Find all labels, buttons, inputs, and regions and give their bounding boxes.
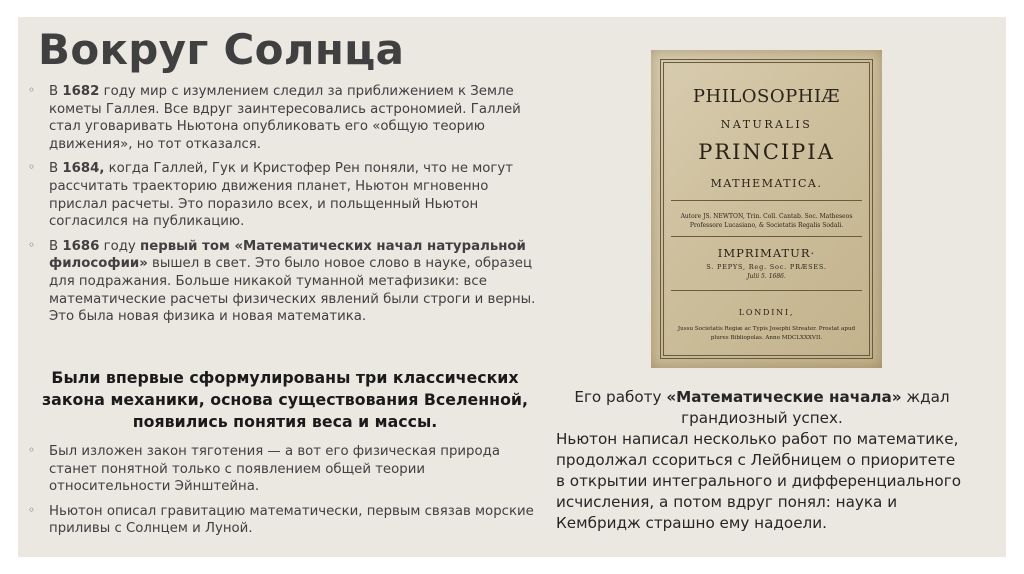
principia-success-line-2: грандиозный успех. — [681, 409, 843, 427]
page-border — [660, 59, 873, 359]
bullet-item: ◦ Был изложен закон тяготения — а вот его физическая природа станет понятной только с появлением общей теории относительности Эйнштейна. — [28, 443, 540, 496]
bullet-item: ◦ Ньютон описал гравитацию математически, первым связав морские приливы с Солнцем и Луной. — [28, 503, 540, 538]
year: 1684, — [62, 161, 105, 177]
book-line: Jussu Societatis Regiæ ac Typis Josephi Streater. Prostat apud — [677, 326, 856, 332]
book-line: S. PEPYS, Reg. Soc. PRÆSES. — [706, 263, 827, 271]
principia-success-line: Его работу «Математические начала» ждал — [574, 388, 950, 406]
bullet-item: ◦ В 1686 году первый том «Математических начал натуральной философии» вышел в свет. Это было новое слово в науке, образец для подражания. Больше никакой туманной метафизики: все математические расчеты физических явлений были строги и верны. Это была новая физика и новая математика. — [28, 238, 540, 326]
book-line: plures Bibliopolas. Anno MDCLXXXVII. — [710, 335, 823, 341]
bold-phrase: первый том «Математических начал натуральной философии» — [49, 238, 526, 272]
book-line: PRINCIPIA — [698, 140, 835, 164]
slide-title: Вокруг Солнца — [38, 25, 405, 74]
slide — [18, 17, 1006, 557]
year: 1686 — [62, 238, 100, 254]
book-line: LONDINI, — [738, 308, 795, 317]
bullet-list-2 — [28, 443, 540, 545]
rule-divider — [671, 236, 862, 237]
newton-paragraph: Ньютон написал несколько работ по математике, продолжал ссориться с Лейбницем о приоритете в открытии интегрального и дифференциального исчисления, а потом вдруг понял: наука и Кембридж страшно ему надоели. — [556, 430, 961, 532]
principia-title-page-image — [651, 50, 882, 368]
book-line: Autore JS. NEWTON, Trin. Coll. Cantab. Soc. Matheseos — [680, 213, 853, 220]
year: 1682 — [62, 84, 100, 99]
book-line: Julii 5. 1686. — [747, 273, 786, 280]
highlight-text: Были впервые сформулированы три классических закона механики, основа существования Вселенной, появились понятия веса и массы. — [41, 368, 529, 431]
bold-phrase: «Математические начала» — [666, 388, 902, 406]
rule-divider — [671, 290, 862, 291]
book-line: PHILOSOPHIÆ — [692, 86, 841, 107]
bullet-item: ◦ В 1682 году мир с изумлением следил за приближением к Земле кометы Галлея. Все вдруг заинтересовались астрономией. Галлей стал уговаривать Ньютона опубликовать его «общую теорию движения», но тот отказался. — [28, 83, 540, 153]
rule-divider — [671, 200, 862, 201]
book-line: NATURALIS — [720, 118, 813, 131]
book-line: Professore Lucasiano, & Societatis Regalis Sodali. — [689, 222, 844, 229]
right-text-block — [556, 387, 968, 534]
book-line: MATHEMATICA. — [710, 177, 823, 190]
bullet-list — [28, 83, 540, 333]
bullet-item: ◦ В 1684, когда Галлей, Гук и Кристофер Рен поняли, что не могут рассчитать траекторию движения планет, Ньютон мгновенно прислал расчеты. Это поразило всех, и польщенный Ньютон согласился на публикацию. — [28, 160, 540, 230]
book-line: IMPRIMATUR· — [717, 246, 816, 260]
